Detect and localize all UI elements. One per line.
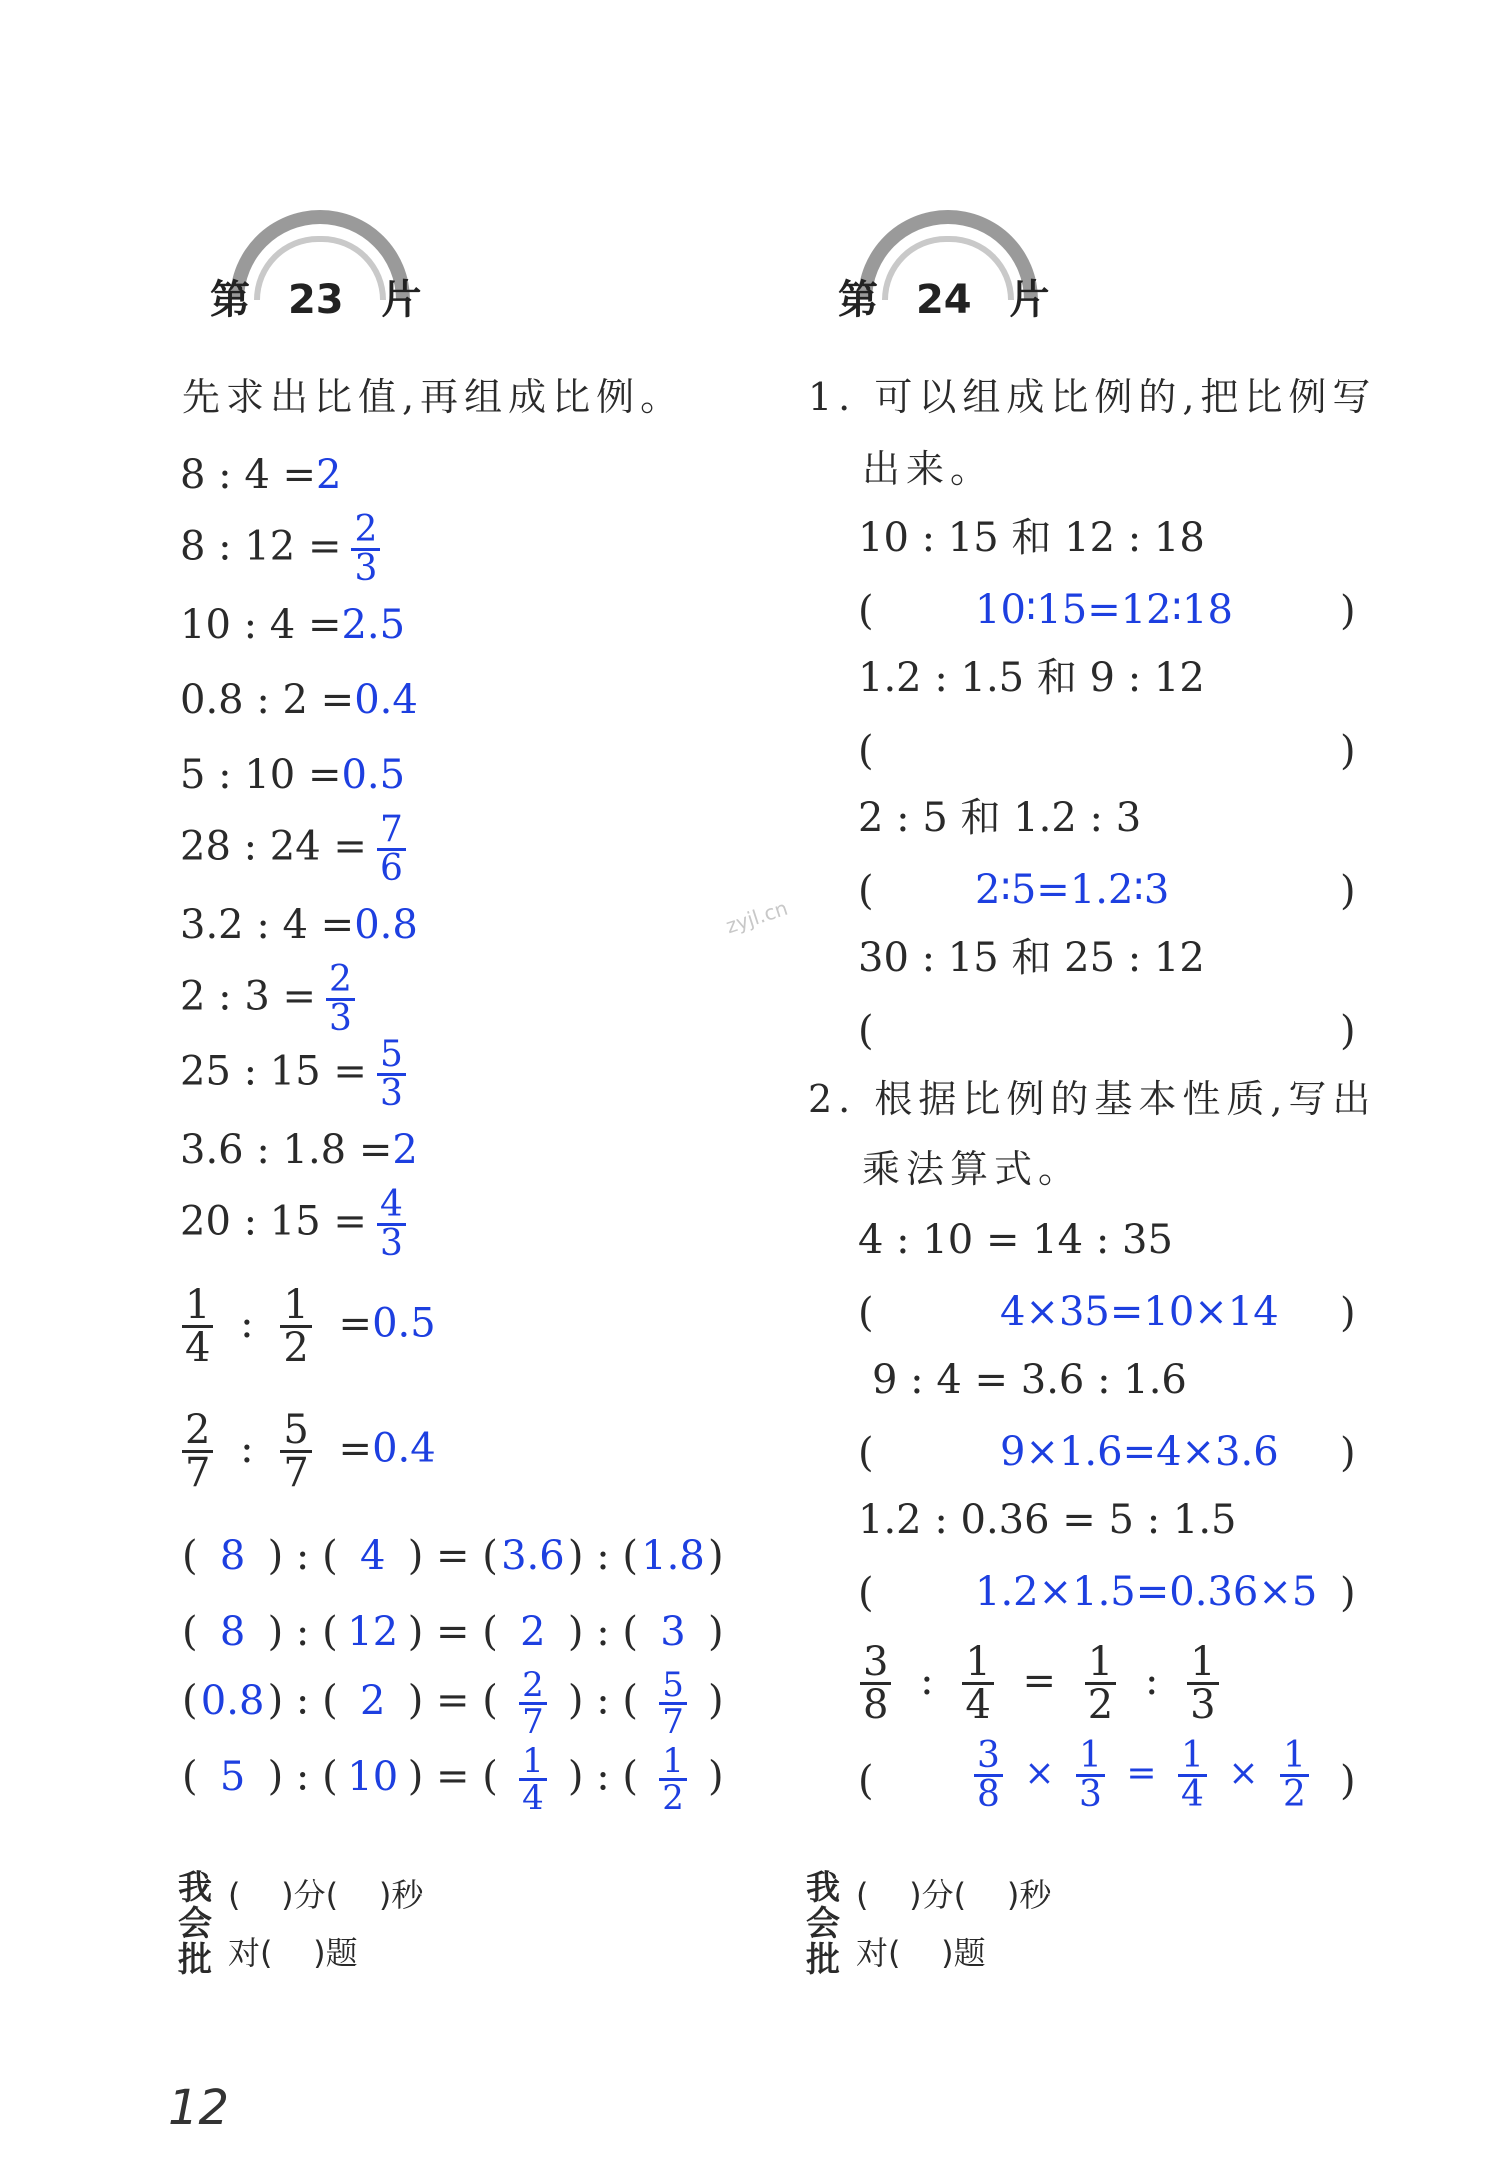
- paren-open: (: [858, 868, 874, 914]
- right-section-header: [838, 210, 1078, 360]
- q2-title: 2. 根据比例的基本性质,写出: [808, 1077, 1377, 1121]
- header-di: 第: [210, 277, 250, 323]
- paren-open: (: [858, 1008, 874, 1054]
- q2-answer[interactable]: 4×35=10×14: [1000, 1289, 1279, 1335]
- ratio-item: [180, 1127, 418, 1173]
- header-pian: 片: [381, 277, 422, 323]
- ratio-answer: 0.8: [354, 902, 418, 948]
- ratio-question: 2 : 3 =: [180, 973, 317, 1020]
- ratio-item: [180, 602, 406, 648]
- q2-equation: 4 : 10 = 14 : 35: [858, 1217, 1173, 1263]
- proportion-row-1: ( 8 ) : ( 4 ) = (3.6) : (1.8): [182, 1533, 724, 1579]
- answer: 0.4: [372, 1425, 436, 1472]
- time-field: ( )分( )秒: [856, 1876, 1052, 1914]
- paren-open: (: [858, 1290, 874, 1336]
- ratio-question: 8 : 4 =: [180, 452, 317, 498]
- paren-open: (: [858, 1430, 874, 1476]
- ratio-item: [180, 809, 408, 889]
- ratio-question: 5 : 10 =: [180, 752, 342, 798]
- paren-open: (: [858, 1570, 874, 1616]
- proportion-row-2: ( 8 ) : ( 12 ) = ( 2 ) : ( 3 ): [182, 1609, 724, 1655]
- q2-equation: 1.2 : 0.36 = 5 : 1.5: [858, 1497, 1237, 1543]
- ratio-question: 25 : 15 =: [180, 1048, 367, 1095]
- time-field: ( )分( )秒: [228, 1876, 424, 1914]
- paren-open: (: [858, 728, 874, 774]
- header-number: 24: [915, 277, 972, 323]
- paren-close: ): [1340, 1570, 1356, 1616]
- paren-open: (: [858, 588, 874, 634]
- correct-field: 对( )题: [856, 1934, 986, 1972]
- frac-ratio-item-2: $\frac{2}{7}$ : $\frac{5}{7}$ =0.4: [180, 1410, 436, 1493]
- paren-close: ): [1340, 1430, 1356, 1476]
- ratio-item: [180, 1034, 408, 1114]
- ratio-item: [180, 959, 357, 1039]
- answer: 0.5: [372, 1300, 436, 1347]
- paren-close: ): [1340, 868, 1356, 914]
- q2-equation: 9 : 4 = 3.6 : 1.6: [872, 1357, 1187, 1403]
- ratio-answer: $\frac{2}{3}$: [351, 512, 380, 587]
- ratio-question: 3.6 : 1.8 =: [180, 1127, 393, 1173]
- ratio-item: [180, 677, 418, 723]
- ratio-question: 8 : 12 =: [180, 523, 342, 570]
- q2-frac-equation: $\frac{3}{8}$ : $\frac{1}{4}$ = $\frac{1}{2}$ : $\frac{1}{3}$: [858, 1642, 1221, 1725]
- ratio-item: [180, 902, 418, 948]
- header-number: 23: [287, 277, 344, 323]
- ratio-answer: 2: [316, 452, 342, 498]
- instruction: 先求出比值,再组成比例。: [182, 375, 685, 419]
- ratio-answer: 2: [392, 1127, 418, 1173]
- paren-close: ): [1340, 1290, 1356, 1336]
- q2-answer[interactable]: 9×1.6=4×3.6: [1000, 1429, 1279, 1475]
- ratio-question: 0.8 : 2 =: [180, 677, 355, 723]
- q1-title-cont: 出来。: [862, 447, 995, 491]
- ratio-question: 10 : 4 =: [180, 602, 342, 648]
- paren-close: ): [1340, 1008, 1356, 1054]
- header-di: 第: [838, 277, 878, 323]
- paren-close: ): [1340, 728, 1356, 774]
- ratio-answer: $\frac{5}{3}$: [377, 1037, 406, 1112]
- q1-pair: 2 : 5 和 1.2 : 3: [858, 795, 1142, 841]
- q1-answer[interactable]: 10∶15=12∶18: [975, 587, 1233, 633]
- q2-title-cont: 乘法算式。: [862, 1147, 1083, 1191]
- q1-pair: 1.2 : 1.5 和 9 : 12: [858, 655, 1205, 701]
- ratio-question: 20 : 15 =: [180, 1198, 367, 1245]
- ratio-item: [180, 509, 382, 589]
- ratio-answer: 0.5: [341, 752, 406, 798]
- ratio-question: 28 : 24 =: [180, 823, 367, 870]
- q2-answer[interactable]: 1.2×1.5=0.36×5: [975, 1569, 1318, 1615]
- proportion-row-4: ( 5 ) : ( 10 ) = ( $\frac{1}{4}$ ) : ( $\frac{1}{2}$ ): [182, 1741, 724, 1818]
- q1-answer[interactable]: 2∶5=1.2∶3: [975, 867, 1170, 913]
- q2-frac-answer: $\frac{3}{8}$ × $\frac{1}{3}$ = $\frac{1}{4}$ × $\frac{1}{2}$: [972, 1738, 1311, 1813]
- q1-pair: 30 : 15 和 25 : 12: [858, 935, 1205, 981]
- ratio-question: 3.2 : 4 =: [180, 902, 355, 948]
- frac-ratio-item-1: $\frac{1}{4}$ : $\frac{1}{2}$ =0.5: [180, 1285, 436, 1368]
- page-number: 12: [168, 2080, 230, 2136]
- correct-field: 对( )题: [228, 1934, 358, 1972]
- left-section-header: [210, 210, 450, 360]
- q1-title: 1. 可以组成比例的,把比例写: [808, 375, 1377, 419]
- ratio-item: [180, 1184, 408, 1264]
- ratio-answer: 2.5: [341, 602, 406, 648]
- ratio-item: [180, 452, 342, 498]
- watermark: zyjl.cn: [722, 895, 791, 939]
- q1-pair: 10 : 15 和 12 : 18: [858, 515, 1205, 561]
- header-pian: 片: [1009, 277, 1050, 323]
- ratio-answer: 0.4: [354, 677, 418, 723]
- ratio-answer: $\frac{4}{3}$: [377, 1187, 406, 1262]
- ratio-answer: $\frac{2}{3}$: [326, 962, 355, 1037]
- proportion-row-3: (0.8) : ( 2 ) = ( $\frac{2}{7}$ ) : ( $\frac{5}{7}$ ): [182, 1665, 724, 1742]
- ratio-item: [180, 752, 406, 798]
- paren-close: ): [1340, 588, 1356, 634]
- ratio-answer: $\frac{7}{6}$: [377, 812, 406, 887]
